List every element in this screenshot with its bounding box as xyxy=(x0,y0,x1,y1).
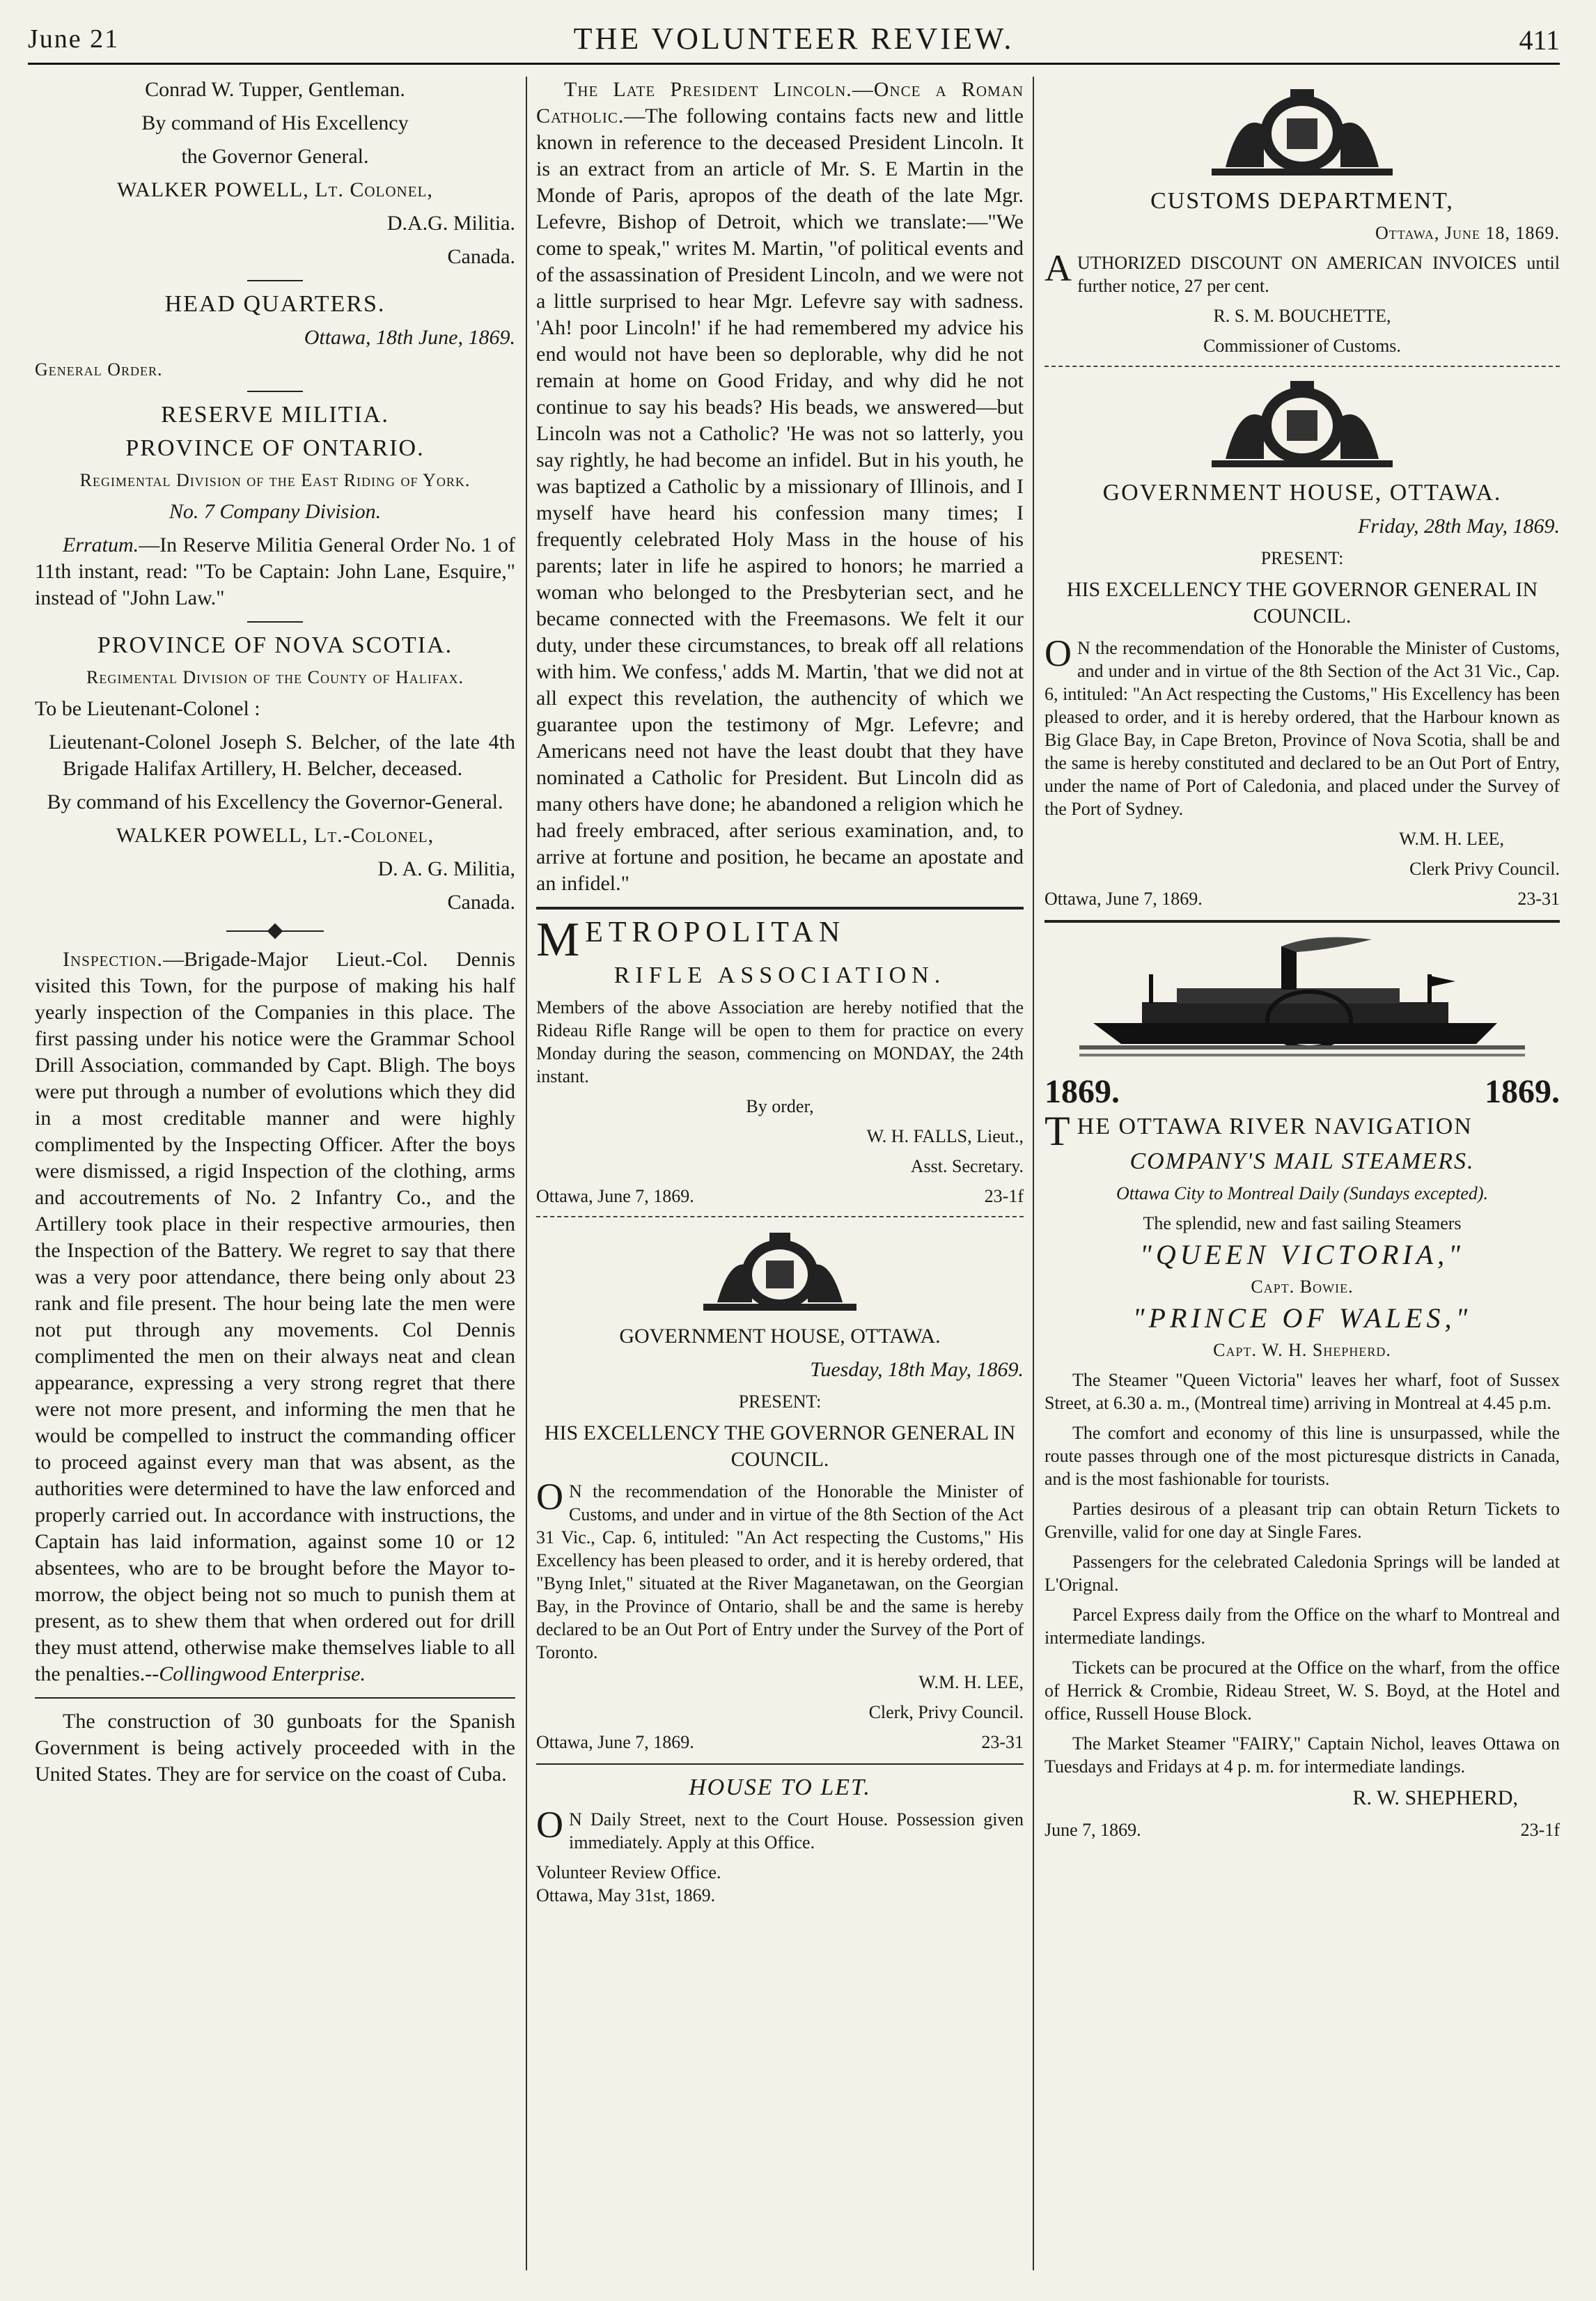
customs-heading: CUSTOMS DEPARTMENT, xyxy=(1150,188,1454,214)
signature: W.M. H. LEE, xyxy=(918,1672,1024,1692)
present: PRESENT: xyxy=(738,1391,822,1412)
steamer-para: Parcel Express daily from the Office on the wharf to Montreal and intermediate landings. xyxy=(1045,1605,1560,1648)
lincoln-article xyxy=(536,77,1024,897)
hq-date: Ottawa, 18th June, 1869. xyxy=(304,326,515,349)
date: Ottawa, June 7, 1869. xyxy=(536,1732,694,1752)
royal-arms-crest-icon xyxy=(1177,375,1427,473)
divider xyxy=(536,1216,1024,1217)
gh-heading: GOVERNMENT HOUSE, OTTAWA. xyxy=(619,1325,941,1348)
house-date: Ottawa, May 31st, 1869. xyxy=(536,1885,716,1905)
royal-arms-crest-icon xyxy=(675,1226,884,1316)
divider xyxy=(247,280,303,281)
gunboats-article: The construction of 30 gunboats for the Spanish Government is being actively proceeded with in the United States. They are for service on the coast of Cuba. xyxy=(35,1710,515,1786)
house-notice xyxy=(536,1804,1024,1854)
erratum-text: —In Reserve Militia General Order No. 1 of 11th instant, read: "To be Captain: John Lane, Esquire," instead of "John Law." xyxy=(35,533,515,609)
signature-title: Asst. Secretary. xyxy=(910,1156,1024,1176)
order-in-council xyxy=(1045,632,1560,820)
regimental-division: Regimental Division of the County of Halifax. xyxy=(86,667,464,687)
year-right: 1869. xyxy=(1485,1073,1560,1110)
inspection-text: —Brigade-Major Lieut.-Col. Dennis visited this Town, for the purpose of making his half yearly inspection of the Companies in this place. The first passing under his notice were the Grammar School Drill Association, commanded by Capt. Bligh. The boys were put through a number of evolutions which they did in a most creditable manner and were highly complimented by the Inspecting Officer. After the boys were dismissed, a rigid Inspection of the clothing, arms and accoutrements of No. 2 Infantry Co., and the Artillery took place in their respective armouries, then the Inspection of the Battery. We regret to say that there was a very poor attendance, there being only about 23 rank and file present. The hour being late the men were not put through any movements. Col Dennis complimented the men on their always neat and clean appearance, expressing a very strong regret that there were not more present, and informing the men that he would be compelled to instruct the commanding officer to proceed against every man that was absent, as the authorities were determined to have the law enforced and properly carried out. In accordance with instructions, the Captain has laid information, against some 10 or 12 absentees, who are to be brought before the Mayor to-morrow, the object being not so much to punish them at present, as to shew them that when ordered out for drill they must attend, otherwise make themselves liable to all the penalties.-- xyxy=(35,948,515,1685)
page-header xyxy=(28,14,1560,65)
dropcap: O xyxy=(536,1804,563,1846)
royal-arms-crest-icon xyxy=(1177,84,1427,181)
by-order: By order, xyxy=(746,1096,814,1116)
divider xyxy=(536,907,1024,910)
signature-title: Clerk, Privy Council. xyxy=(868,1702,1024,1722)
gh-date: Tuesday, 18th May, 1869. xyxy=(810,1358,1024,1381)
header-title: THE VOLUNTEER REVIEW. xyxy=(573,22,1015,56)
divider xyxy=(247,621,303,623)
signature: R. S. M. BOUCHETTE, xyxy=(1213,306,1391,326)
belcher-entry: Lieutenant-Colonel Joseph S. Belcher, of the late 4th Brigade Halifax Artillery, H. Belcher, deceased. xyxy=(49,731,515,780)
steamer-queen: "QUEEN VICTORIA," xyxy=(1140,1239,1464,1270)
gh-heading: GOVERNMENT HOUSE, OTTAWA. xyxy=(1102,480,1502,506)
divider xyxy=(1045,366,1560,367)
general-order: General Order. xyxy=(35,359,163,380)
by-command: By command of his Excellency the Governor-General. xyxy=(47,790,503,813)
by-command: By command of His Excellency xyxy=(141,111,409,134)
metro-title: ETROPOLITAN xyxy=(585,916,846,949)
date: June 7, 1869. xyxy=(1045,1820,1141,1840)
route: Ottawa City to Montreal Daily (Sundays excepted). xyxy=(1116,1183,1489,1203)
date: Ottawa, June 7, 1869. xyxy=(536,1186,694,1206)
governor-general: the Governor General. xyxy=(181,145,369,168)
ornament-divider xyxy=(226,928,324,934)
steamer-para: Passengers for the celebrated Caledonia Springs will be landed at L'Orignal. xyxy=(1045,1552,1560,1595)
dropcap: O xyxy=(536,1476,563,1518)
notice-number: 23-1f xyxy=(984,1186,1024,1206)
house-to-let-heading: HOUSE TO LET. xyxy=(689,1774,871,1800)
his-excellency: HIS EXCELLENCY THE GOVERNOR GENERAL IN COUNCIL. xyxy=(544,1421,1016,1471)
notice-number: 23-1f xyxy=(1520,1820,1560,1840)
signature-title: D. A. G. Militia, xyxy=(377,857,515,880)
heading-ontario: PROVINCE OF ONTARIO. xyxy=(125,435,425,461)
notice-number: 23-31 xyxy=(981,1732,1024,1752)
signature: W. H. FALLS, Lieut., xyxy=(866,1126,1024,1146)
metropolitan-heading xyxy=(536,913,1024,967)
dateline xyxy=(1045,887,1560,910)
mail-steamers: COMPANY'S MAIL STEAMERS. xyxy=(1129,1148,1475,1174)
house-source: Volunteer Review Office. xyxy=(536,1862,721,1882)
column-rule xyxy=(1033,77,1034,2270)
splendid: The splendid, new and fast sailing Steamers xyxy=(1143,1213,1462,1233)
discount-notice xyxy=(1045,247,1560,297)
signature-country: Canada. xyxy=(447,891,515,914)
order-in-council xyxy=(536,1476,1024,1664)
order-text: N the recommendation of the Honorable the Minister of Customs, and under and in virtue of the 8th Section of the Act 31 Vic., Cap. 6, intituled: "An Act respecting the Customs," His Excellency has been pleased to order, and it is hereby ordered, that the Harbour known as Big Glace Bay, in Cape Breton, Province of Nova Scotia, shall be and the same is hereby constituted and declared to be an Out Port of Entry, under the name of Port of Caledonia, and placed under the Survey of the Port of Sydney. xyxy=(1045,638,1560,819)
to-be: To be Lieutenant-Colonel : xyxy=(35,697,260,720)
inspection-label: Inspection. xyxy=(63,948,164,971)
captain-bowie: Capt. Bowie. xyxy=(1251,1277,1354,1297)
company-division: No. 7 Company Division. xyxy=(169,500,382,523)
signature-title: D.A.G. Militia. xyxy=(386,212,515,235)
erratum xyxy=(35,532,515,611)
inspection-source: Collingwood Enterprise. xyxy=(159,1662,366,1685)
divider xyxy=(1045,920,1560,923)
year-row xyxy=(1045,1073,1560,1110)
divider xyxy=(35,1697,515,1699)
heading-reserve: RESERVE MILITIA. xyxy=(161,402,389,428)
steamer-para: The Market Steamer "FAIRY," Captain Nichol, leaves Ottawa on Tuesdays and Fridays at 4 p. m. for intermediate landings. xyxy=(1045,1733,1560,1777)
dateline xyxy=(1045,1818,1560,1841)
signature-title: Commissioner of Customs. xyxy=(1203,336,1401,356)
present: PRESENT: xyxy=(1260,548,1344,568)
appointment-name: Conrad W. Tupper, Gentleman. xyxy=(145,78,405,101)
metro-notice: Members of the above Association are hereby notified that the Rideau Rifle Range will be open to them for practice on every Monday during the season, commencing on MONDAY, the 24th instant. xyxy=(536,997,1024,1086)
steamer-para: The comfort and economy of this line is unsurpassed, while the route passes through one of the most picturesque districts in Canada, and is the most fashionable for tourists. xyxy=(1045,1423,1560,1489)
year-left: 1869. xyxy=(1045,1073,1120,1110)
steamer-para: Parties desirous of a pleasant trip can obtain Return Tickets to Grenville, valid for one day at Single Fares. xyxy=(1045,1499,1560,1542)
navigation-title: HE OTTAWA RIVER NAVIGATION xyxy=(1077,1114,1473,1139)
column-1 xyxy=(35,77,515,1795)
column-2 xyxy=(536,77,1024,1914)
gh-date: Friday, 28th May, 1869. xyxy=(1358,515,1560,538)
steamer-prince: "PRINCE OF WALES," xyxy=(1132,1302,1472,1334)
captain-shepherd: Capt. W. H. Shepherd. xyxy=(1213,1340,1391,1360)
navigation-heading xyxy=(1045,1108,1560,1154)
dropcap: T xyxy=(1045,1108,1072,1154)
heading-hq: HEAD QUARTERS. xyxy=(164,291,386,317)
steamer-para: Tickets can be procured at the Office on the wharf, from the office of Herrick & Crombie, Rideau Street, W. S. Boyd, at the Hotel and office, Russell House Block. xyxy=(1045,1658,1560,1724)
signature: WALKER POWELL, Lt. Colonel, xyxy=(117,178,433,201)
his-excellency: HIS EXCELLENCY THE GOVERNOR GENERAL IN COUNCIL. xyxy=(1066,578,1538,627)
dropcap: A xyxy=(1045,247,1072,289)
dateline xyxy=(536,1185,1024,1208)
page-number: 411 xyxy=(1519,24,1560,56)
steamboat-icon xyxy=(1079,933,1525,1072)
dropcap: O xyxy=(1045,632,1072,674)
metro-dropcap: M xyxy=(536,913,580,967)
erratum-label: Erratum. xyxy=(63,533,139,556)
order-text: N the recommendation of the Honorable the Minister of Customs, and under and in virtue of the 8th Section of the Act 31 Vic., Cap. 6, intituled: "An Act respecting the Customs," His Excellency has been pleased to order, and it is hereby ordered, that "Byng Inlet," situated at the River Maganetawan, on the Georgian Bay, in the Province of Ontario, shall be and the same is hereby declared to be an Out Port of Entry under the Survey of the Port of Toronto. xyxy=(536,1481,1024,1662)
divider xyxy=(536,1763,1024,1765)
lincoln-heading: The Late President Lincoln.—Once a Roman Catholic. xyxy=(536,78,1024,127)
signature-country: Canada. xyxy=(447,245,515,268)
discount-text: UTHORIZED DISCOUNT ON AMERICAN INVOICES until further notice, 27 per cent. xyxy=(1077,253,1560,296)
header-date: June 21 xyxy=(28,24,120,54)
notice-number: 23-31 xyxy=(1517,889,1560,909)
regimental-division: Regimental Division of the East Riding of York. xyxy=(79,470,471,490)
signature: W.M. H. LEE, xyxy=(1399,829,1504,849)
divider xyxy=(247,391,303,392)
signature-title: Clerk Privy Council. xyxy=(1409,859,1560,879)
customs-date: Ottawa, June 18, 1869. xyxy=(1375,223,1560,243)
steamer-para: The Steamer "Queen Victoria" leaves her wharf, foot of Sussex Street, at 6.30 a. m., (Montreal time) arriving in Montreal at 4.45 p.m. xyxy=(1045,1370,1560,1413)
inspection-article xyxy=(35,946,515,1687)
dateline xyxy=(536,1731,1024,1754)
heading-nova-scotia: PROVINCE OF NOVA SCOTIA. xyxy=(97,632,453,658)
house-text: N Daily Street, next to the Court House. Possession given immediately. Apply at this Office. xyxy=(569,1809,1024,1852)
rifle-association: RIFLE ASSOCIATION. xyxy=(613,962,946,988)
signature: WALKER POWELL, Lt.-Colonel, xyxy=(116,824,435,847)
column-3 xyxy=(1045,77,1560,1841)
date: Ottawa, June 7, 1869. xyxy=(1045,889,1203,909)
lincoln-text: —The following contains facts new and little known in reference to the deceased President Lincoln. It is an extract from an article of Mr. S. E Martin in the Monde of Paris, apropos of the death of the late Mgr. Lefevre, Bishop of Detroit, which we translate:—"We come to speak," writes M. Martin, "of political events and of the assassination of President Lincoln, and we were not a little surprised to hear Mgr. Lefevre say with sadness. 'Ah! poor Lincoln!' if he had remembered my advice his end would not have been so deplorable, why did he not remain at home on Good Friday, and why did he not continue to say his beads? His beads, we answered—but Lincoln was not a Catholic? 'He was not so latterly, you say rightly, he had become an infidel. But in his youth, he was baptized a Catholic by a missionary of Illinois, and I myself have heard his confession many times; I frequently celebrated Holy Mass in the house of his parents; later in life he aspired to honors; he married a woman who belonged to the Presbyterian sect, and he became connected with the Freemasons. We felt it our duty, under these circumstances, to break off all relations with him. We confess,' adds M. Martin, 'that we did not at all expect this revelation, the authencity of which we guarantee upon the testimony of Mgr. Lefevre; and Americans need not have the least doubt that they have nominated a Catholic for President. But Lincoln did as many others have done; he abandoned a religion which he had freely embraced, after serious examination, and, to arrive at fortune and position, he became an apostate and an infidel." xyxy=(536,104,1024,895)
column-rule xyxy=(526,77,527,2270)
signature: R. W. SHEPHERD, xyxy=(1352,1786,1518,1809)
